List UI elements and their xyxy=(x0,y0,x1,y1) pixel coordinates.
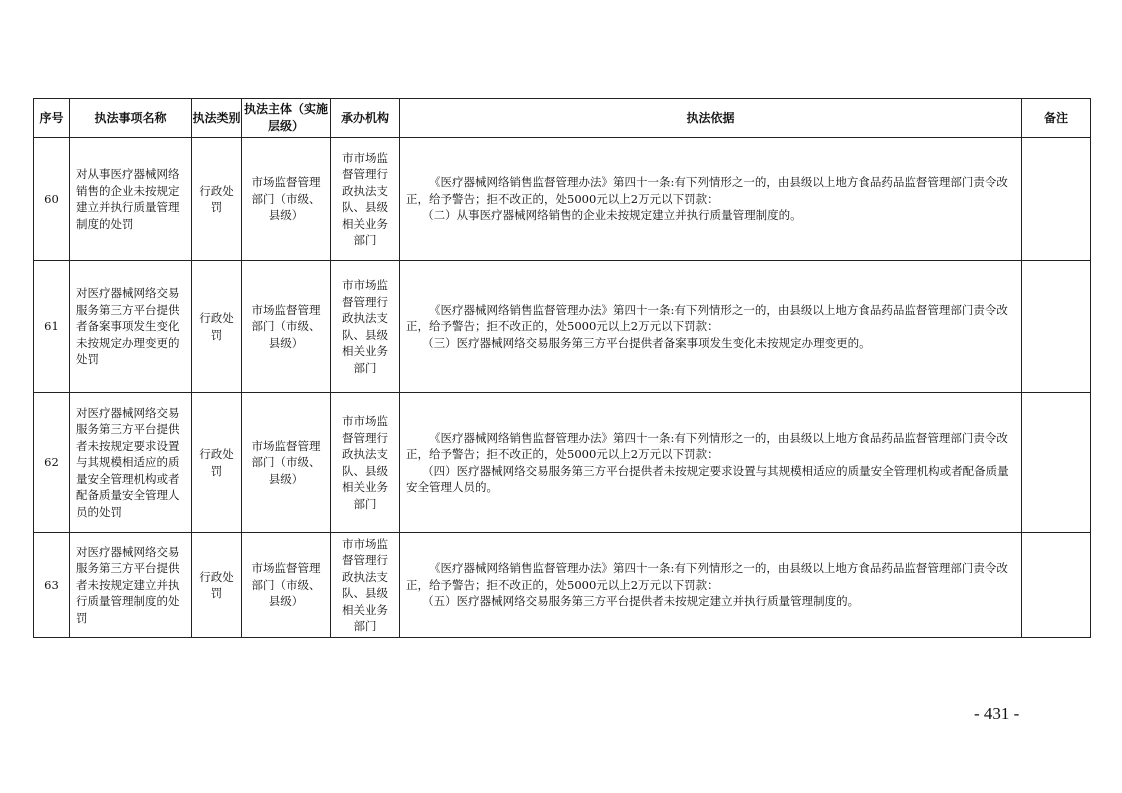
row-org: 市市场监督管理行政执法支队、县级相关业务部门 xyxy=(331,393,400,533)
header-org: 承办机构 xyxy=(331,99,400,138)
row-note xyxy=(1022,261,1091,393)
row-type: 行政处罚 xyxy=(192,393,242,533)
row-name: 对医疗器械网络交易服务第三方平台提供者备案事项发生变化未按规定办理变更的处罚 xyxy=(70,261,192,393)
row-org: 市市场监督管理行政执法支队、县级相关业务部门 xyxy=(331,261,400,393)
row-subject: 市场监督管理部门（市级、县级） xyxy=(242,138,331,261)
table-row xyxy=(34,138,1091,261)
row-org: 市市场监督管理行政执法支队、县级相关业务部门 xyxy=(331,533,400,638)
basis-item-text: （三）医疗器械网络交易服务第三方平台提供者备案事项发生变化未按规定办理变更的。 xyxy=(422,335,871,350)
basis-item-text: （五）医疗器械网络交易服务第三方平台提供者未按规定建立并执行质量管理制度的。 xyxy=(422,594,860,609)
row-note xyxy=(1022,393,1091,533)
table-row xyxy=(34,533,1091,638)
row-type: 行政处罚 xyxy=(192,533,242,638)
row-name: 对医疗器械网络交易服务第三方平台提供者未按规定建立并执行质量管理制度的处罚 xyxy=(70,533,192,638)
header-row xyxy=(34,99,1091,138)
row-subject: 市场监督管理部门（市级、县级） xyxy=(242,393,331,533)
row-no: 63 xyxy=(34,533,70,638)
header-note: 备注 xyxy=(1022,99,1091,138)
header-type: 执法类别 xyxy=(192,99,242,138)
table-row xyxy=(34,393,1091,533)
basis-item-text: （二）从事医疗器械网络销售的企业未按规定建立并执行质量管理制度的。 xyxy=(422,208,802,223)
page-number: - 431 - xyxy=(974,704,1020,723)
row-name: 对医疗器械网络交易服务第三方平台提供者未按规定要求设置与其规模相适应的质量安全管理机构或者配备质量安全管理人员的处罚 xyxy=(70,393,192,533)
row-type: 行政处罚 xyxy=(192,261,242,393)
row-note xyxy=(1022,138,1091,261)
row-no: 62 xyxy=(34,393,70,533)
basis-item-text: （四）医疗器械网络交易服务第三方平台提供者未按规定要求设置与其规模相适应的质量安全管理机构或者配备质量安全管理人员的。 xyxy=(406,463,1009,494)
row-note xyxy=(1022,533,1091,638)
row-no: 61 xyxy=(34,261,70,393)
row-name: 对从事医疗器械网络销售的企业未按规定建立并执行质量管理制度的处罚 xyxy=(70,138,192,261)
header-basis: 执法依据 xyxy=(400,99,1022,138)
row-type: 行政处罚 xyxy=(192,138,242,261)
row-basis xyxy=(400,138,1022,261)
row-no: 60 xyxy=(34,138,70,261)
row-subject: 市场监督管理部门（市级、县级） xyxy=(242,533,331,638)
basis-main-text: 《医疗器械网络销售监督管理办法》第四十一条:有下列情形之一的，由县级以上地方食品药品监督管理部门责令改正，给予警告；拒不改正的，处5000元以上2万元以下罚款： xyxy=(406,302,1008,334)
row-basis xyxy=(400,533,1022,638)
basis-main-text: 《医疗器械网络销售监督管理办法》第四十一条:有下列情形之一的，由县级以上地方食品药品监督管理部门责令改正，给予警告；拒不改正的，处5000元以上2万元以下罚款： xyxy=(406,561,1008,592)
header-subject: 执法主体（实施层级） xyxy=(242,99,331,138)
basis-main-text: 《医疗器械网络销售监督管理办法》第四十一条:有下列情形之一的，由县级以上地方食品药品监督管理部门责令改正，给予警告；拒不改正的，处5000元以上2万元以下罚款： xyxy=(406,430,1008,461)
row-basis xyxy=(400,261,1022,393)
basis-main-text: 《医疗器械网络销售监督管理办法》第四十一条:有下列情形之一的，由县级以上地方食品药品监督管理部门责令改正，给予警告；拒不改正的，处5000元以上2万元以下罚款： xyxy=(406,175,1008,206)
table-row xyxy=(34,261,1091,393)
enforcement-table xyxy=(33,98,1091,638)
row-org: 市市场监督管理行政执法支队、县级相关业务部门 xyxy=(331,138,400,261)
row-subject: 市场监督管理部门（市级、县级） xyxy=(242,261,331,393)
header-name: 执法事项名称 xyxy=(70,99,192,138)
row-basis xyxy=(400,393,1022,533)
header-no: 序号 xyxy=(34,99,70,138)
